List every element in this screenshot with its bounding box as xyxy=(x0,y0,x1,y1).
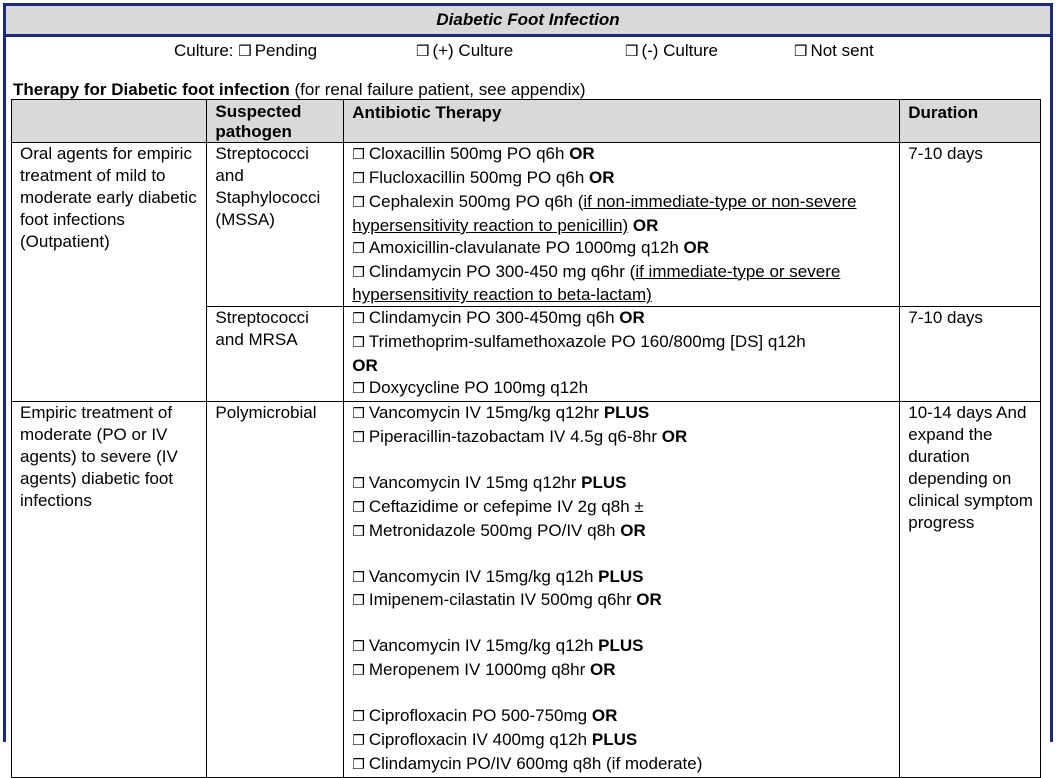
header-cell xyxy=(12,100,207,143)
therapy-option[interactable]: ❒ Doxycycline PO 100mg q12h xyxy=(352,378,589,398)
checkbox-icon[interactable]: ❒ xyxy=(352,523,365,540)
checkbox-icon[interactable]: ❒ xyxy=(352,264,365,281)
checkbox-icon[interactable]: ❒ xyxy=(352,170,365,187)
indication-cell: Empiric treatment of moderate (PO or IV agents) to severe (IV agents) diabetic foot infections xyxy=(12,401,207,777)
checkbox-icon[interactable]: ❒ xyxy=(352,593,365,610)
checkbox-icon[interactable]: ❒ xyxy=(352,569,365,586)
table-header-row xyxy=(12,100,1041,143)
checkbox-icon[interactable]: ❒ xyxy=(352,663,365,680)
therapy-table xyxy=(11,99,1041,778)
pathogen-cell: Polymicrobial xyxy=(207,401,344,777)
therapy-option[interactable]: ❒ Vancomycin IV 15mg q12hr PLUS xyxy=(352,472,627,492)
header-cell: Suspected pathogen xyxy=(207,100,344,143)
checkbox-icon[interactable]: ❒ xyxy=(352,240,365,257)
duration-cell: 7-10 days xyxy=(900,307,1041,402)
checkbox-icon[interactable]: ❒ xyxy=(352,429,365,446)
therapy-option[interactable]: ❒ Ciprofloxacin PO 500-750mg OR xyxy=(352,706,618,726)
therapy-option[interactable]: ❒ Metronidazole 500mg PO/IV q8h OR xyxy=(352,520,646,540)
option-label: Not sent xyxy=(810,41,874,60)
therapy-option[interactable]: ❒ Cephalexin 500mg PO q6h (if non-immediate-type or non-severe hypersensitivity reaction to penicillin) OR xyxy=(352,191,857,235)
checkbox-icon[interactable]: ❒ xyxy=(352,381,365,398)
checkbox-icon[interactable]: ❒ xyxy=(238,42,252,60)
therapy-option[interactable]: ❒ Clindamycin PO/IV 600mg q8h (if moderate) xyxy=(352,753,703,773)
checkbox-icon[interactable]: ❒ xyxy=(352,335,365,352)
therapy-option[interactable]: ❒ Clindamycin PO 300-450 mg q6hr (if immediate-type or severe hypersensitivity reaction to beta-lactam) xyxy=(352,261,841,305)
therapy-option[interactable]: ❒ Vancomycin IV 15mg/kg q12hr PLUS xyxy=(352,402,650,422)
culture-row xyxy=(6,37,1050,65)
culture-pending-option[interactable] xyxy=(174,41,317,61)
therapy-option[interactable]: ❒ Cloxacillin 500mg PO q6h OR xyxy=(352,144,595,163)
therapy-option[interactable]: ❒ Flucloxacillin 500mg PO q6h OR xyxy=(352,167,615,187)
option-label: (-) Culture xyxy=(641,41,718,60)
pathogen-cell: Streptococci and MRSA xyxy=(207,307,344,402)
header-cell: Duration xyxy=(900,100,1041,143)
culture-not-sent-option[interactable] xyxy=(794,41,874,61)
therapy-option[interactable]: ❒ Piperacillin-tazobactam IV 4.5g q6-8hr OR xyxy=(352,426,688,446)
checkbox-icon[interactable]: ❒ xyxy=(352,709,365,726)
checkbox-icon[interactable]: ❒ xyxy=(352,147,365,163)
checkbox-icon[interactable]: ❒ xyxy=(352,405,365,422)
option-label: (+) Culture xyxy=(432,41,514,60)
therapy-option[interactable]: ❒ Vancomycin IV 15mg/kg q12h PLUS xyxy=(352,566,644,586)
connector-label: OR xyxy=(352,356,378,376)
checkbox-icon[interactable]: ❒ xyxy=(352,475,365,492)
checkbox-icon[interactable]: ❒ xyxy=(625,42,639,60)
culture-label: Culture: xyxy=(174,41,234,60)
table-row xyxy=(12,143,1041,307)
indication-cell: Oral agents for empiric treatment of mild to moderate early diabetic foot infections (Outpatient) xyxy=(12,143,207,402)
pathogen-cell: Streptococci and Staphylococci (MSSA) xyxy=(207,143,344,307)
therapy-option[interactable]: ❒ Imipenem-cilastatin IV 500mg q6hr OR xyxy=(352,590,662,610)
duration-cell: 10-14 days And expand the duration depending on clinical symptom progress xyxy=(900,401,1041,777)
checkbox-icon[interactable]: ❒ xyxy=(352,311,365,328)
therapy-option[interactable]: ❒ Clindamycin PO 300-450mg q6h OR xyxy=(352,308,645,328)
form-title: Diabetic Foot Infection xyxy=(6,6,1050,37)
checkbox-icon[interactable]: ❒ xyxy=(352,733,365,750)
checkbox-icon[interactable]: ❒ xyxy=(416,42,430,60)
checkbox-icon[interactable]: ❒ xyxy=(352,756,365,773)
option-label: Pending xyxy=(254,41,318,60)
therapy-heading-note: (for renal failure patient, see appendix) xyxy=(294,80,586,99)
checkbox-icon[interactable]: ❒ xyxy=(794,42,808,60)
culture-positive-option[interactable] xyxy=(416,41,513,61)
therapy-option[interactable]: ❒ Ciprofloxacin IV 400mg q12h PLUS xyxy=(352,730,638,750)
checkbox-icon[interactable]: ❒ xyxy=(352,499,365,516)
therapy-cell xyxy=(344,143,900,307)
therapy-heading xyxy=(13,80,586,100)
therapy-option[interactable]: ❒ Ceftazidime or cefepime IV 2g q8h ± xyxy=(352,496,644,516)
therapy-cell xyxy=(344,401,900,777)
therapy-cell xyxy=(344,307,900,402)
duration-cell: 7-10 days xyxy=(900,143,1041,307)
therapy-option[interactable]: ❒ Meropenem IV 1000mg q8hr OR xyxy=(352,660,616,680)
therapy-option[interactable]: ❒ Trimethoprim-sulfamethoxazole PO 160/800mg [DS] q12h xyxy=(352,332,806,352)
header-cell: Antibiotic Therapy xyxy=(344,100,900,143)
checkbox-icon[interactable]: ❒ xyxy=(352,194,365,211)
therapy-option[interactable]: ❒ Amoxicillin-clavulanate PO 1000mg q12h OR xyxy=(352,237,710,257)
culture-negative-option[interactable] xyxy=(625,41,718,61)
checkbox-icon[interactable]: ❒ xyxy=(352,639,365,656)
table-row xyxy=(12,401,1041,777)
therapy-heading-title: Therapy for Diabetic foot infection xyxy=(13,80,290,99)
therapy-option[interactable]: ❒ Vancomycin IV 15mg/kg q12h PLUS xyxy=(352,636,644,656)
